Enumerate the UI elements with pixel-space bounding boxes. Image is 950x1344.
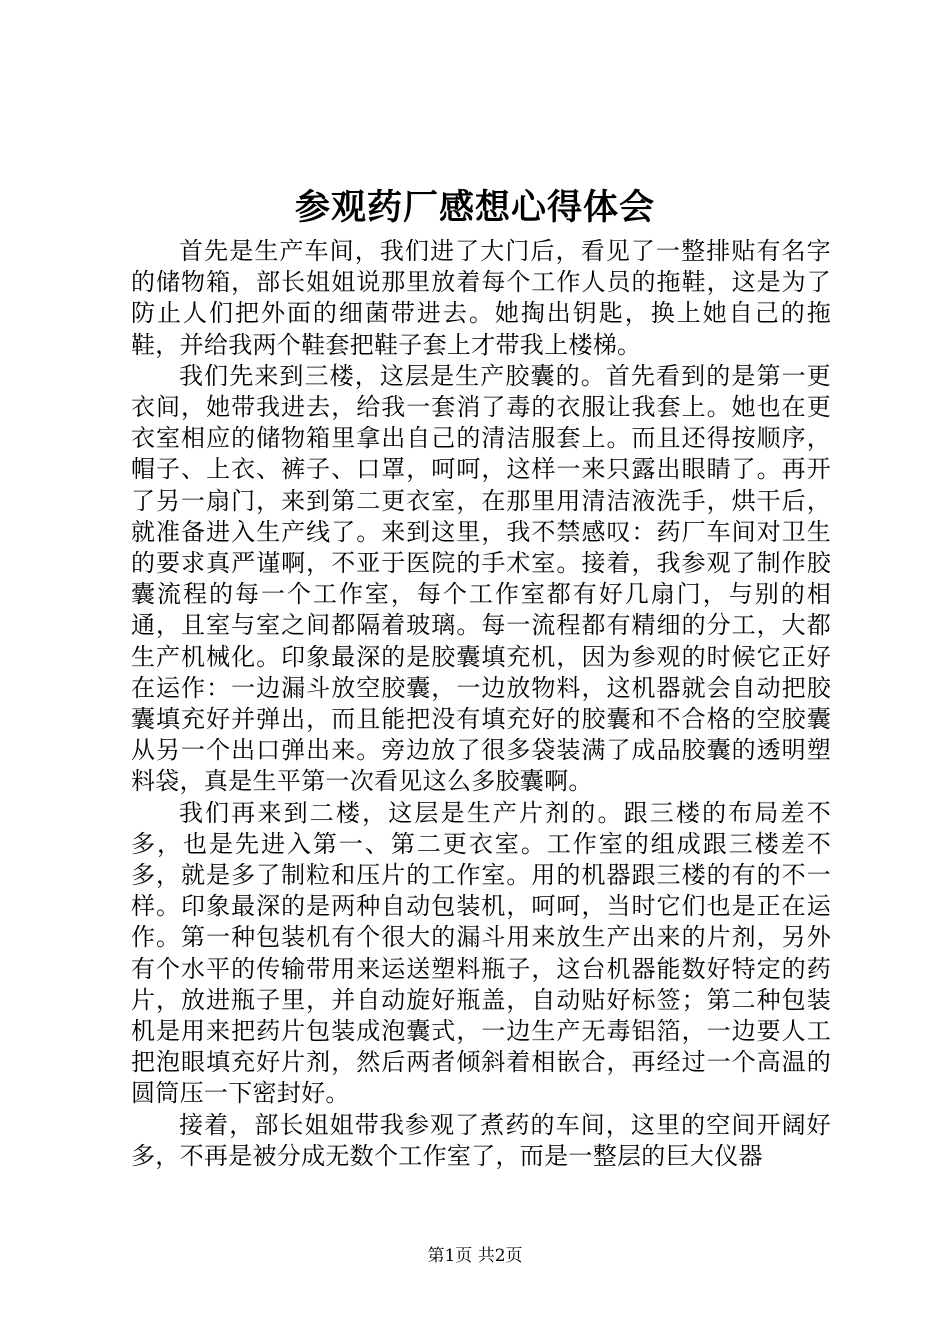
paragraph-4: 接着，部长姐姐带我参观了煮药的车间，这里的空间开阔好多，不再是被分成无数个工作室了，而是一整层的巨大仪器 — [131, 1110, 831, 1170]
paragraph-1: 首先是生产车间，我们进了大门后，看见了一整排贴有名字的储物箱，部长姐姐说那里放着每个工作人员的拖鞋，这是为了防止人们把外面的细菌带进去。她掏出钥匙，换上她自己的拖鞋，并给我两个鞋套把鞋子套上才带我上楼梯。 — [131, 237, 831, 359]
paragraph-3: 我们再来到二楼，这层是生产片剂的。跟三楼的布局差不多，也是先进入第一、第二更衣室。工作室的组成跟三楼差不多，就是多了制粒和压片的工作室。用的机器跟三楼的有的不一样。印象最深的是两种自动包装机，呵呵，当时它们也是正在运作。第一种包装机有个很大的漏斗用来放生产出来的片剂，另外有个水平的传输带用来运送塑料瓶子，这台机器能数好特定的药片，放进瓶子里，并自动旋好瓶盖，自动贴好标签；第二种包装机是用来把药片包装成泡囊式，一边生产无毒铝箔，一边要人工把泡眼填充好片剂，然后两者倾斜着相嵌合，再经过一个高温的圆筒压一下密封好。 — [131, 798, 831, 1108]
document-title: 参观药厂感想心得体会 — [294, 187, 655, 228]
document-body — [131, 236, 831, 1172]
paragraph-2: 我们先来到三楼，这层是生产胶囊的。首先看到的是第一更衣间，她带我进去，给我一套消了毒的衣服让我套上。她也在更衣室相应的储物箱里拿出自己的清洁服套上。而且还得按顺序，帽子、上衣、裤子、口罩，呵呵，这样一来只露出眼睛了。再开了另一扇门，来到第二更衣室，在那里用清洁液洗手，烘干后，就准备进入生产线了。来到这里，我不禁感叹：药厂车间对卫生的要求真严谨啊，不亚于医院的手术室。接着，我参观了制作胶囊流程的每一个工作室，每个工作室都有好几扇门，与别的相通，且室与室之间都隔着玻璃。每一流程都有精细的分工，大都生产机械化。印象最深的是胶囊填充机，因为参观的时候它正好在运作：一边漏斗放空胶囊，一边放物料，这机器就会自动把胶囊填充好并弹出，而且能把没有填充好的胶囊和不合格的空胶囊从另一个出口弹出来。旁边放了很多袋装满了成品胶囊的透明塑料袋，真是生平第一次看见这么多胶囊啊。 — [131, 361, 831, 796]
page-number-footer: 第1页 共2页 — [427, 1246, 523, 1266]
